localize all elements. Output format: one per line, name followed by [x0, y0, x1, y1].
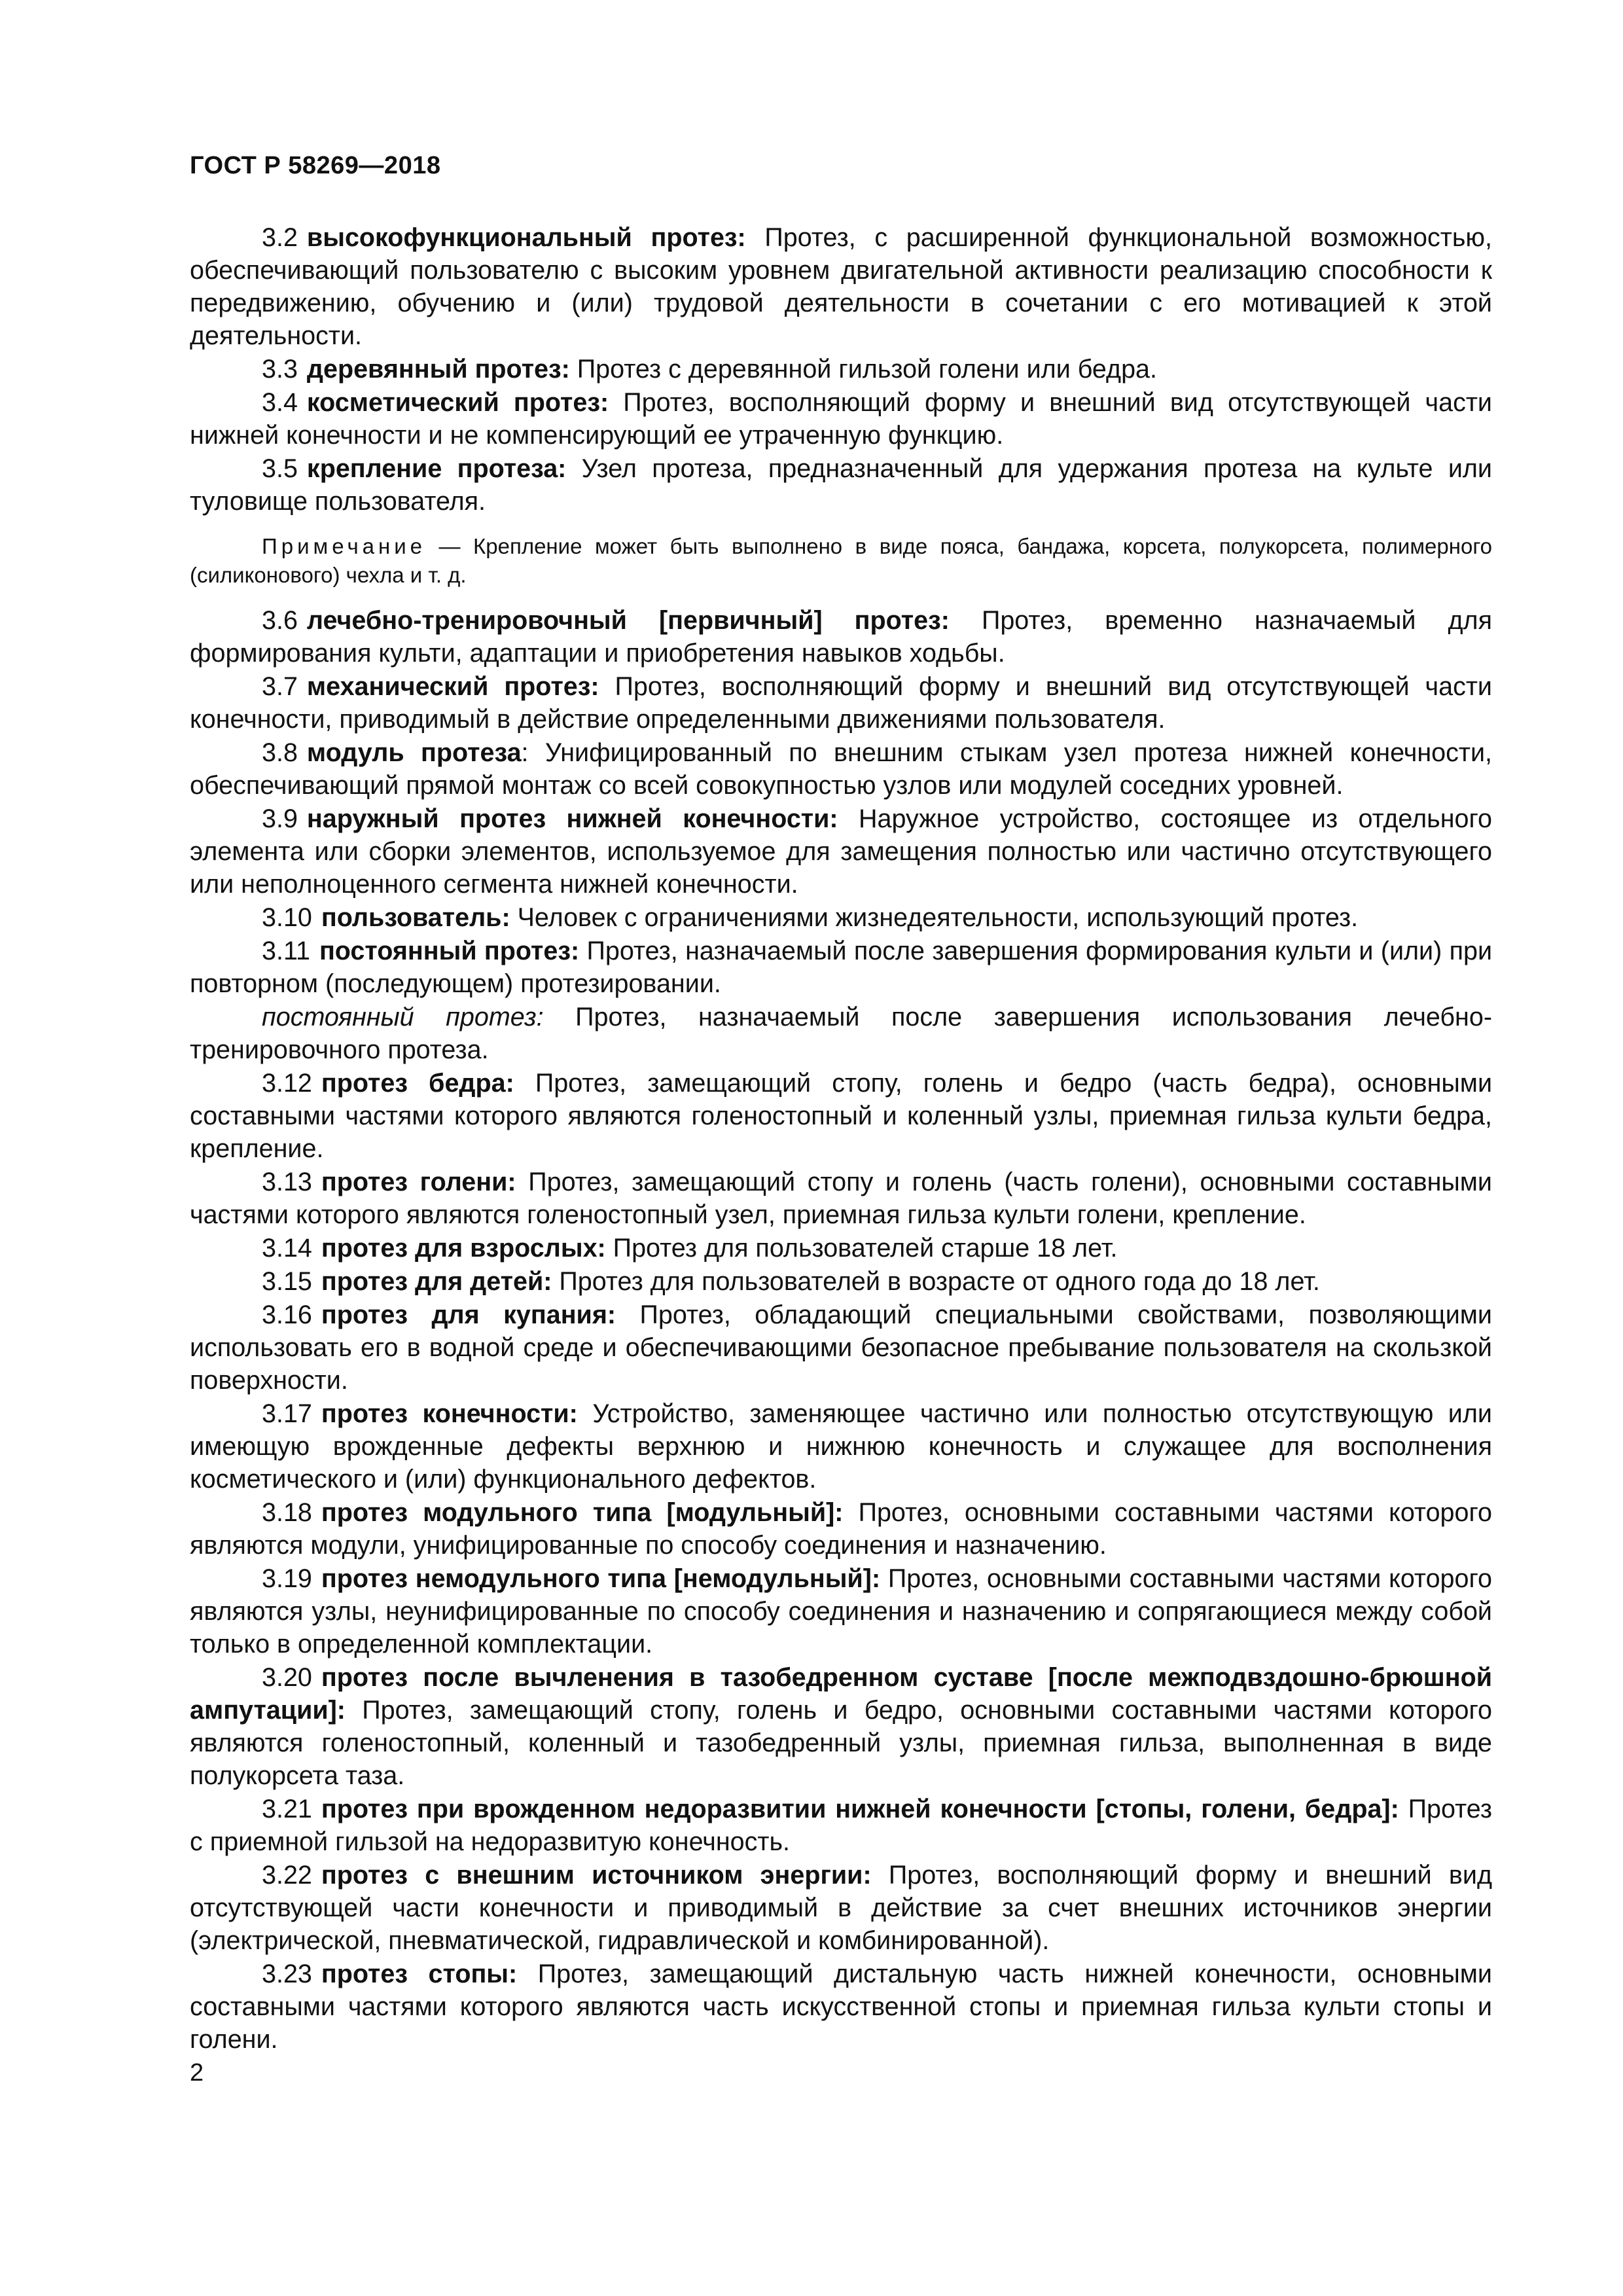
entry-number: 3.21: [262, 1795, 312, 1823]
entry-number: 3.16: [262, 1300, 312, 1329]
entry-number: 3.19: [262, 1564, 312, 1593]
definition-entry: [190, 1166, 1492, 1231]
definitions-group-3: [190, 1067, 1492, 2056]
entry-term: протез немодульного типа [немодульный]:: [321, 1564, 881, 1593]
definition-entry: [190, 736, 1492, 802]
entry-term: лечебно-тренировочный [первичный] протез:: [306, 606, 950, 635]
definition-entry: [190, 1859, 1492, 1957]
entry-number: 3.23: [262, 1960, 312, 1988]
entry-number: 3.12: [262, 1069, 312, 1098]
entry-definition: Наружное устройство, состоящее из отдельного элемента или сборки элементов, используемое для замещения полностью или частично отсутствующего или неполноценного сегмента нижней конечности.: [190, 804, 1492, 899]
entry-term: протез модульного типа [модульный]:: [321, 1498, 844, 1527]
definition-entry: [190, 1661, 1492, 1792]
definition-entry: [190, 386, 1492, 452]
entry-number: 3.8: [262, 738, 298, 767]
document-body: [190, 221, 1492, 2056]
entry-definition: Протез, обладающий специальными свойствами, позволяющими использовать его в водной среде и обеспечивающими безопасное пребывание пользователя на скользкой поверхности.: [190, 1300, 1492, 1395]
entry-number: 3.11: [262, 937, 310, 965]
definition-entry: [190, 353, 1492, 386]
definition-entry: [190, 1793, 1492, 1858]
entry-definition: Протез, основными составными частями которого являются узлы, неунифицированные по способу соединения и назначению и сопрягающиеся между собой только в определенной комплектации.: [190, 1564, 1492, 1659]
definition-entry: [190, 1265, 1492, 1298]
definition-entry: [190, 1299, 1492, 1397]
entry-number: 3.9: [262, 804, 298, 833]
definition-entry: [190, 452, 1492, 518]
entry-term: протез стопы:: [321, 1960, 518, 1988]
italic-term: постоянный протез:: [262, 1003, 544, 1031]
entry-definition: Протез, замещающий стопу и голень (часть голени), основными составными частями которого являются голеностопный узел, приемная гильза культи голени, крепление.: [190, 1168, 1492, 1229]
entry-definition: Протез, основными составными частями которого являются модули, унифицированные по способу соединения и назначению.: [190, 1498, 1492, 1560]
entry-definition: Узел протеза, предназначенный для удержания протеза на культе или туловище пользователя.: [190, 454, 1492, 516]
entry-term: протез бедра:: [321, 1069, 514, 1098]
entry-definition: Протез, восполняющий форму и внешний вид отсутствующей части нижней конечности и не компенсирующий ее утраченную функцию.: [190, 388, 1492, 450]
entry-definition: Протез, с расширенной функциональной возможностью, обеспечивающий пользователю с высоким уровнем двигательной активности реализацию способности к передвижению, обучению и (или) трудовой деятельности в сочетании с его мотивацией к этой деятельности.: [190, 223, 1492, 350]
entry-term: протез конечности:: [321, 1399, 578, 1428]
entry-term: наружный протез нижней конечности:: [306, 804, 838, 833]
definition-entry: [190, 901, 1492, 934]
entry-term: модуль протеза: [306, 738, 522, 767]
note-text: — Крепление может быть выполнено в виде пояса, бандажа, корсета, полукорсета, полимерного (силиконового) чехла и т. д.: [190, 534, 1492, 587]
entry-definition: Протез с приемной гильзой на недоразвитую конечность.: [190, 1795, 1492, 1856]
entry-term: протез голени:: [321, 1168, 516, 1196]
document-header: ГОСТ Р 58269—2018: [190, 152, 441, 179]
definition-entry: [190, 1397, 1492, 1496]
entry-number: 3.7: [262, 672, 298, 701]
definition-entry: [190, 221, 1492, 352]
note-paragraph: [190, 532, 1492, 590]
entry-number: 3.18: [262, 1498, 312, 1527]
entry-number: 3.3: [262, 355, 298, 384]
definition-entry: [190, 670, 1492, 736]
entry-definition: Протез, восполняющий форму и внешний вид отсутствующей части конечности, приводимый в действие определенными движениями пользователя.: [190, 672, 1492, 734]
entry-definition: Протез с деревянной гильзой голени или бедра.: [569, 355, 1157, 384]
entry-term: механический протез:: [306, 672, 599, 701]
entry-number: 3.14: [262, 1234, 312, 1263]
entry-term: протез после вычленения в тазобедренном суставе [после межподвздошно-брюшной ампутации]:: [190, 1663, 1492, 1725]
entry-number: 3.2: [262, 223, 298, 252]
entry-term: пользователь:: [321, 903, 510, 932]
entry-term: протез при врожденном недоразвитии нижней конечности [стопы, голени, бедра]:: [321, 1795, 1399, 1823]
italic-definition: Протез, назначаемый после завершения использования лечебно-тренировочного протеза.: [190, 1003, 1492, 1064]
entry-number: 3.6: [262, 606, 298, 635]
entry-term: протез для взрослых:: [321, 1234, 606, 1263]
definition-entry: [190, 1067, 1492, 1165]
entry-number: 3.17: [262, 1399, 312, 1428]
definition-entry-italic: [190, 1001, 1492, 1066]
entry-term: деревянный протез:: [306, 355, 570, 384]
entry-definition: Протез для пользователей старше 18 лет.: [605, 1234, 1118, 1263]
entry-number: 3.4: [262, 388, 298, 417]
entry-number: 3.15: [262, 1267, 312, 1296]
page-number: 2: [190, 2059, 204, 2087]
entry-number: 3.5: [262, 454, 298, 483]
entry-definition: Протез для пользователей в возрасте от одного года до 18 лет.: [552, 1267, 1320, 1296]
entry-number: 3.22: [262, 1861, 312, 1890]
note-label: Примечание: [262, 534, 427, 558]
definition-entry: [190, 604, 1492, 670]
definition-entry: [190, 1562, 1492, 1660]
entry-term: крепление протеза:: [306, 454, 567, 483]
entry-number: 3.20: [262, 1663, 312, 1692]
entry-number: 3.10: [262, 903, 312, 932]
entry-definition: Протез, замещающий стопу, голень и бедро, основными составными частями которого являются голеностопный, коленный и тазобедренный узлы, приемная гильза, выполненная в виде полукорсета таза.: [190, 1696, 1492, 1790]
entry-definition: Протез, замещающий стопу, голень и бедро (часть бедра), основными составными частями которого являются голеностопный и коленный узлы, приемная гильза культи бедра, крепление.: [190, 1069, 1493, 1163]
entry-term: протез для купания:: [321, 1300, 616, 1329]
definition-entry: [190, 1496, 1492, 1562]
entry-number: 3.13: [262, 1168, 312, 1196]
entry-definition: Человек с ограничениями жизнедеятельности, использующий протез.: [510, 903, 1359, 932]
definition-entry: [190, 1232, 1492, 1265]
entry-definition: Протез, замещающий дистальную часть нижней конечности, основными составными частями которого являются часть искусственной стопы и приемная гильза культи стопы и голени.: [190, 1960, 1492, 2054]
entry-definition: : Унифицированный по внешним стыкам узел протеза нижней конечности, обеспечивающий прямой монтаж со всей совокупностью узлов или модулей соседних уровней.: [190, 738, 1493, 800]
entry-term: протез с внешним источником энергии:: [321, 1861, 872, 1890]
definition-entry: [190, 1958, 1492, 2056]
definitions-group-2: [190, 604, 1492, 1000]
definition-entry: [190, 802, 1492, 901]
entry-definition: Устройство, заменяющее частично или полностью отсутствующую или имеющую врожденные дефекты верхнюю и нижнюю конечность и служащее для восполнения косметического и (или) функционального дефектов.: [190, 1399, 1492, 1494]
entry-term: постоянный протез:: [319, 937, 580, 965]
entry-definition: Протез, назначаемый после завершения формирования культи и (или) при повторном (последующем) протезировании.: [190, 937, 1493, 998]
entry-definition: Протез, временно назначаемый для формирования культи, адаптации и приобретения навыков ходьбы.: [190, 606, 1492, 668]
definition-entry: [190, 935, 1492, 1000]
entry-term: протез для детей:: [321, 1267, 552, 1296]
definitions-group-1: [190, 221, 1492, 518]
entry-term: косметический протез:: [306, 388, 609, 417]
entry-term: высокофункциональный протез:: [306, 223, 746, 252]
entry-definition: Протез, восполняющий форму и внешний вид отсутствующей части конечности и приводимый в действие за счет внешних источников энергии (электрической, пневматической, гидравлической и комбинированной).: [190, 1861, 1492, 1955]
